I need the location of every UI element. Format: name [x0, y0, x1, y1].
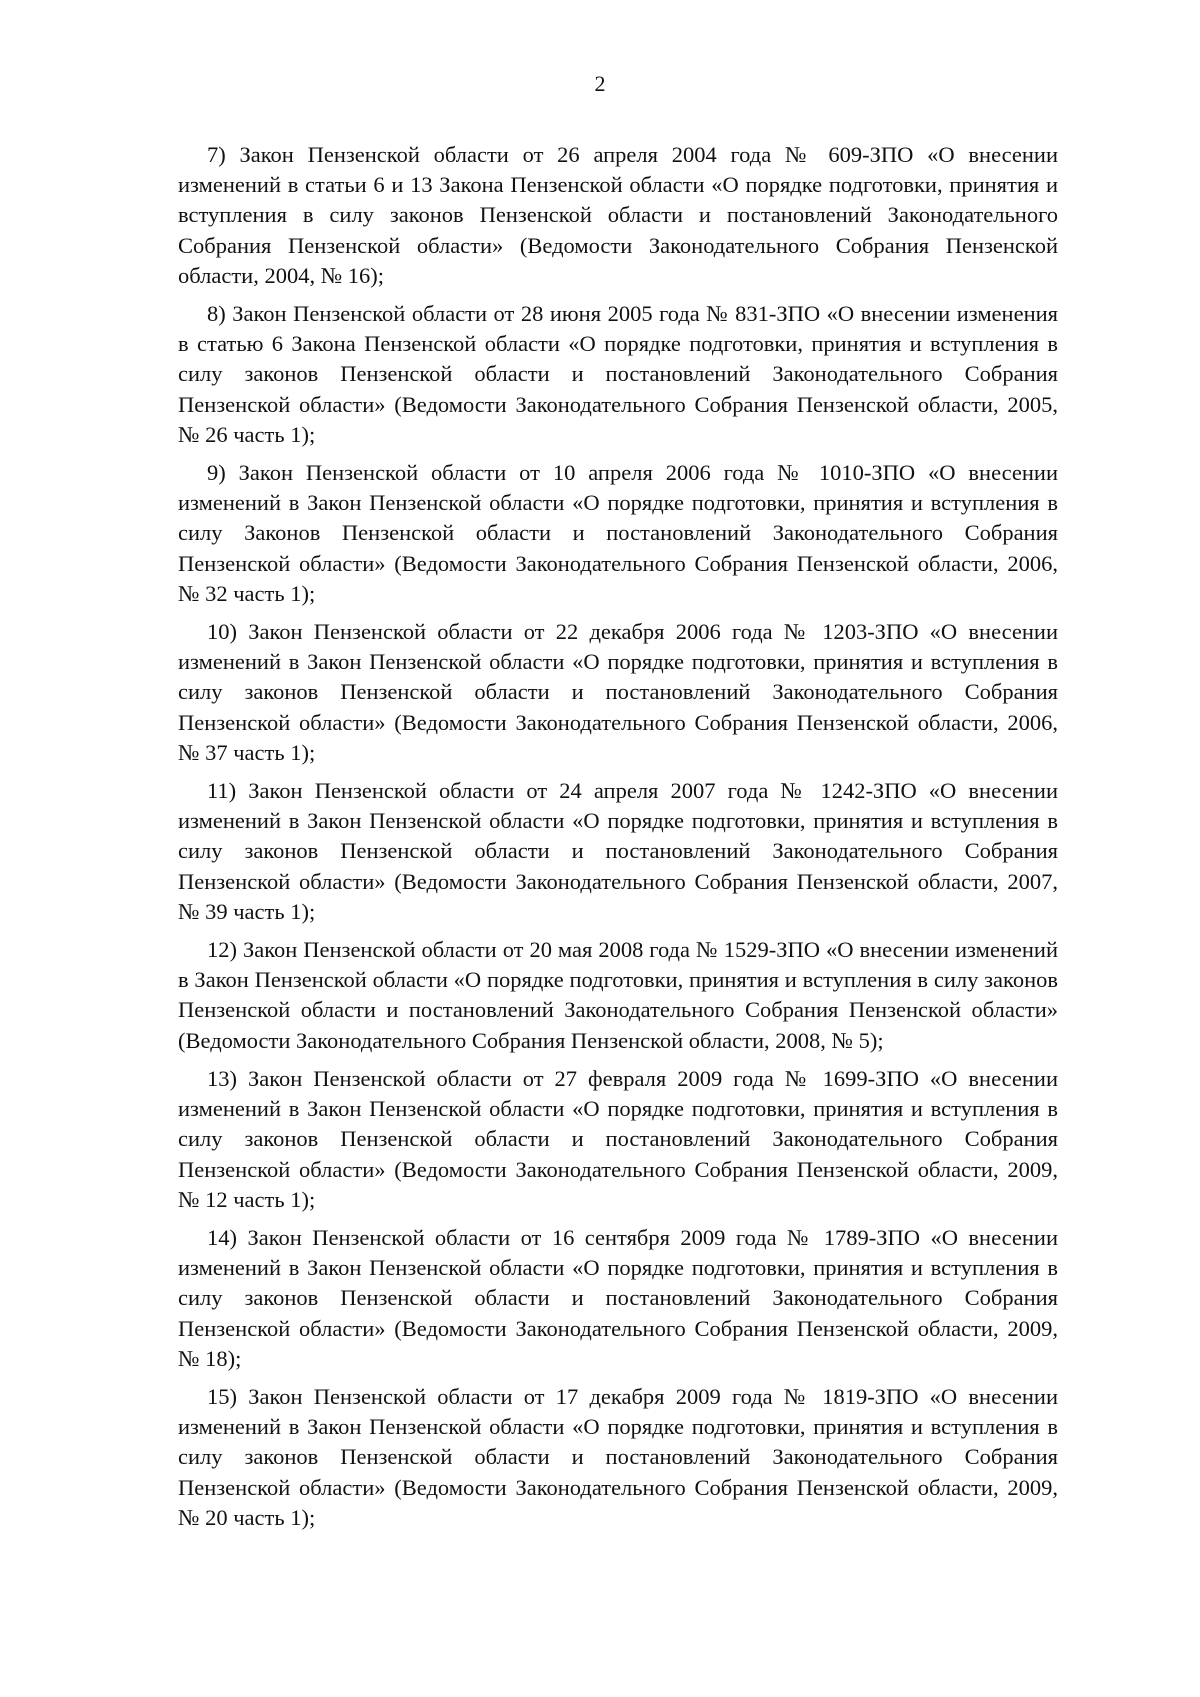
list-item: 8) Закон Пензенской области от 28 июня 2005 года № 831-ЗПО «О внесении изменения в статью 6 Закона Пензенской области «О порядке подготовки, принятия и вступления в силу законов Пензенской области и постановлений Законодательного Собрания Пензенской области» (Ведомости Законодательного Собрания Пензенской области, 2005, № 26 часть 1); — [178, 301, 1058, 447]
list-item: 15) Закон Пензенской области от 17 декабря 2009 года № 1819-ЗПО «О внесении изменений в Закон Пензенской области «О порядке подготовки, принятия и вступления в силу законов Пензенской области и постановлений Законодательного Собрания Пензенской области» (Ведомости Законодательного Собрания Пензенской области, 2009, № 20 часть 1); — [178, 1383, 1058, 1530]
page-number: 2 — [594, 71, 606, 96]
list-item: 7) Закон Пензенской области от 26 апреля 2004 года № 609-ЗПО «О внесении изменений в статьи 6 и 13 Закона Пензенской области «О порядке подготовки, принятия и вступления в силу законов Пензенской области и постановлений Законодательного Собрания Пензенской области» (Ведомости Законодательного Собрания Пензенской области, 2004, № 16); — [178, 142, 1058, 288]
list-item: 9) Закон Пензенской области от 10 апреля 2006 года № 1010-ЗПО «О внесении изменений в Закон Пензенской области «О порядке подготовки, принятия и вступления в силу Законов Пензенской области и постановлений Законодательного Собрания Пензенской области» (Ведомости Законодательного Собрания Пензенской области, 2006, № 32 часть 1); — [178, 460, 1058, 606]
law-list — [178, 140, 1058, 1541]
list-item: 11) Закон Пензенской области от 24 апреля 2007 года № 1242-ЗПО «О внесении изменений в Закон Пензенской области «О порядке подготовки, принятия и вступления в силу законов Пензенской области и постановлений Законодательного Собрания Пензенской области» (Ведомости Законодательного Собрания Пензенской области, 2007, № 39 часть 1); — [178, 778, 1058, 924]
list-item: 12) Закон Пензенской области от 20 мая 2008 года № 1529-ЗПО «О внесении изменений в Закон Пензенской области «О порядке подготовки, принятия и вступления в силу законов Пензенской области и постановлений Законодательного Собрания Пензенской области» (Ведомости Законодательного Собрания Пензенской области, 2008, № 5); — [178, 937, 1058, 1053]
list-item: 13) Закон Пензенской области от 27 февраля 2009 года № 1699-ЗПО «О внесении изменений в Закон Пензенской области «О порядке подготовки, принятия и вступления в силу законов Пензенской области и постановлений Законодательного Собрания Пензенской области» (Ведомости Законодательного Собрания Пензенской области, 2009, № 12 часть 1); — [178, 1065, 1058, 1212]
list-item: 10) Закон Пензенской области от 22 декабря 2006 года № 1203-ЗПО «О внесении изменений в Закон Пензенской области «О порядке подготовки, принятия и вступления в силу законов Пензенской области и постановлений Законодательного Собрания Пензенской области» (Ведомости Законодательного Собрания Пензенской области, 2006, № 37 часть 1); — [178, 619, 1058, 765]
list-item: 14) Закон Пензенской области от 16 сентября 2009 года № 1789-ЗПО «О внесении изменений в Закон Пензенской области «О порядке подготовки, принятия и вступления в силу законов Пензенской области и постановлений Законодательного Собрания Пензенской области» (Ведомости Законодательного Собрания Пензенской области, 2009, № 18); — [178, 1224, 1058, 1371]
